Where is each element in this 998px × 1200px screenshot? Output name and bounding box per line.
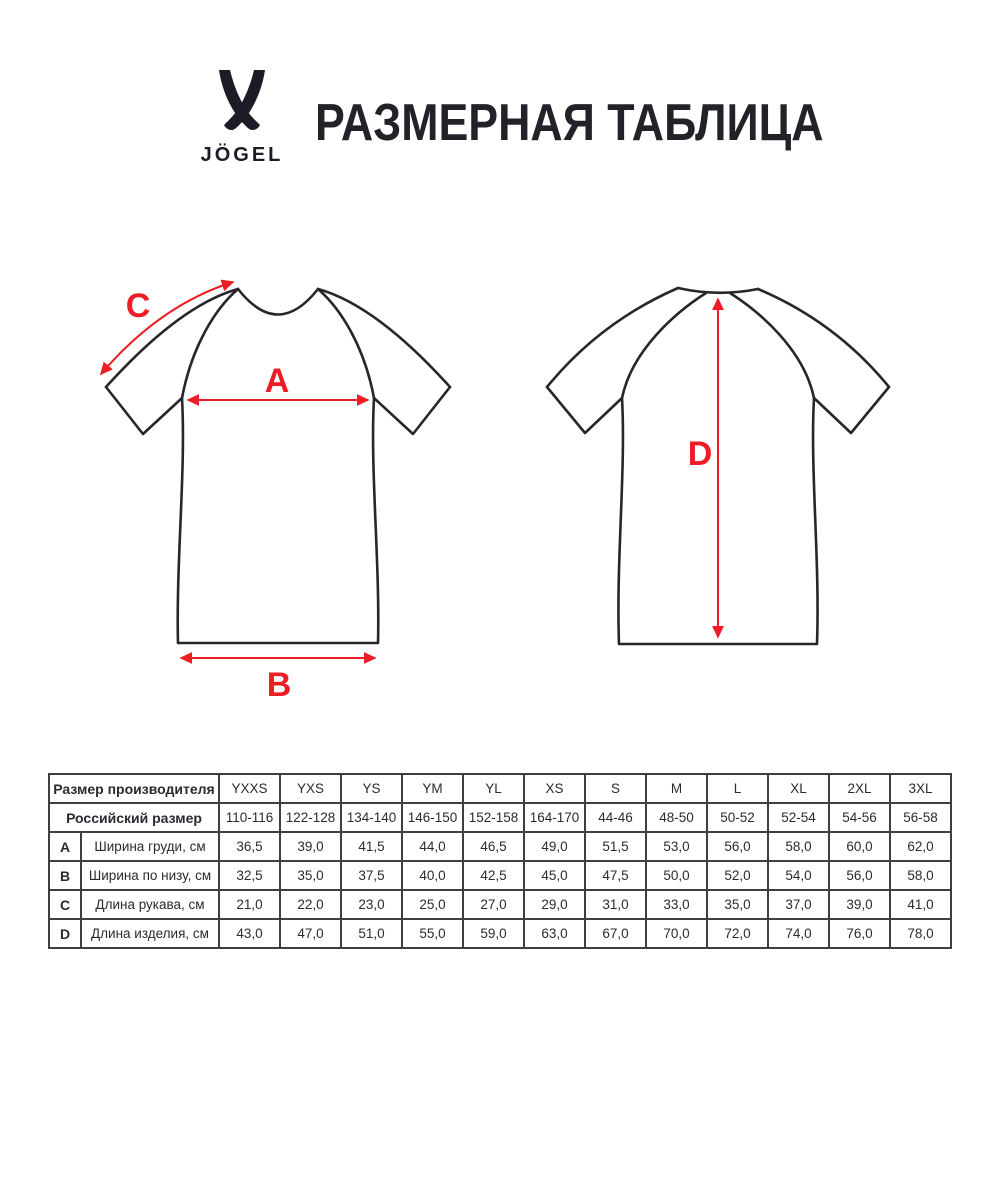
measure-value-cell: 47,5	[585, 861, 646, 890]
measure-row-a	[49, 832, 951, 861]
measure-value-cell: 70,0	[646, 919, 707, 948]
measure-letter-cell: A	[49, 832, 81, 861]
measure-value-cell: 39,0	[280, 832, 341, 861]
size-col-header: YXS	[280, 774, 341, 803]
measure-value-cell: 46,5	[463, 832, 524, 861]
measure-row-d	[49, 919, 951, 948]
measure-letter-cell: B	[49, 861, 81, 890]
measure-label-cell: Длина рукава, см	[81, 890, 219, 919]
page-title: РАЗМЕРНАЯ ТАБЛИЦА	[315, 94, 824, 152]
measure-value-cell: 43,0	[219, 919, 280, 948]
measure-value-cell: 60,0	[829, 832, 890, 861]
measure-value-cell: 29,0	[524, 890, 585, 919]
measure-value-cell: 25,0	[402, 890, 463, 919]
measure-value-cell: 58,0	[768, 832, 829, 861]
measure-value-cell: 41,5	[341, 832, 402, 861]
measure-label-d: D	[687, 435, 713, 473]
measure-value-cell: 32,5	[219, 861, 280, 890]
measure-value-cell: 40,0	[402, 861, 463, 890]
measure-value-cell: 33,0	[646, 890, 707, 919]
measure-value-cell: 37,5	[341, 861, 402, 890]
measure-value-cell: 52,0	[707, 861, 768, 890]
size-col-header: 2XL	[829, 774, 890, 803]
measure-label-b: B	[266, 666, 292, 704]
measure-value-cell: 55,0	[402, 919, 463, 948]
measure-value-cell: 54,0	[768, 861, 829, 890]
measure-value-cell: 41,0	[890, 890, 951, 919]
russian-size-cell: 134-140	[341, 803, 402, 832]
measure-value-cell: 35,0	[707, 890, 768, 919]
measure-value-cell: 63,0	[524, 919, 585, 948]
size-col-header: 3XL	[890, 774, 951, 803]
front-shirt-diagram	[106, 289, 450, 643]
measure-value-cell: 50,0	[646, 861, 707, 890]
measure-value-cell: 59,0	[463, 919, 524, 948]
measure-label-cell: Ширина по низу, см	[81, 861, 219, 890]
measure-value-cell: 78,0	[890, 919, 951, 948]
size-col-header: YL	[463, 774, 524, 803]
measure-value-cell: 45,0	[524, 861, 585, 890]
measure-value-cell: 76,0	[829, 919, 890, 948]
measure-value-cell: 31,0	[585, 890, 646, 919]
russian-size-cell: 56-58	[890, 803, 951, 832]
measure-label-c: C	[125, 287, 151, 325]
manufacturer-size-row	[49, 774, 951, 803]
measure-label-a: A	[264, 362, 290, 400]
size-table-body	[49, 774, 951, 948]
size-table-wrap	[48, 773, 952, 949]
measure-row-b	[49, 861, 951, 890]
measure-row-c	[49, 890, 951, 919]
measure-value-cell: 42,5	[463, 861, 524, 890]
measure-value-cell: 74,0	[768, 919, 829, 948]
measure-value-cell: 21,0	[219, 890, 280, 919]
measure-value-cell: 67,0	[585, 919, 646, 948]
size-col-header: M	[646, 774, 707, 803]
russian-size-row	[49, 803, 951, 832]
size-table	[48, 773, 952, 949]
measure-value-cell: 62,0	[890, 832, 951, 861]
measure-value-cell: 44,0	[402, 832, 463, 861]
brand-name: JÖGEL	[200, 144, 284, 166]
measure-letter-cell: C	[49, 890, 81, 919]
measure-value-cell: 35,0	[280, 861, 341, 890]
measure-value-cell: 72,0	[707, 919, 768, 948]
measure-value-cell: 23,0	[341, 890, 402, 919]
size-col-header: YXXS	[219, 774, 280, 803]
measure-value-cell: 37,0	[768, 890, 829, 919]
measure-value-cell: 51,5	[585, 832, 646, 861]
measure-letter-cell: D	[49, 919, 81, 948]
russian-size-cell: 54-56	[829, 803, 890, 832]
measure-value-cell: 47,0	[280, 919, 341, 948]
russian-size-cell: 44-46	[585, 803, 646, 832]
measure-value-cell: 58,0	[890, 861, 951, 890]
russian-size-cell: 152-158	[463, 803, 524, 832]
russian-size-cell: 110-116	[219, 803, 280, 832]
size-col-header: XS	[524, 774, 585, 803]
size-col-header: YS	[341, 774, 402, 803]
russian-size-cell: 164-170	[524, 803, 585, 832]
measure-value-cell: 39,0	[829, 890, 890, 919]
russian-size-cell: 50-52	[707, 803, 768, 832]
russian-size-label: Российский размер	[49, 803, 219, 832]
measure-value-cell: 36,5	[219, 832, 280, 861]
size-col-header: YM	[402, 774, 463, 803]
size-col-header: S	[585, 774, 646, 803]
measure-label-cell: Ширина груди, см	[81, 832, 219, 861]
measure-value-cell: 56,0	[829, 861, 890, 890]
size-col-header: L	[707, 774, 768, 803]
measure-value-cell: 56,0	[707, 832, 768, 861]
russian-size-cell: 52-54	[768, 803, 829, 832]
measure-label-cell: Длина изделия, см	[81, 919, 219, 948]
measure-value-cell: 53,0	[646, 832, 707, 861]
measure-value-cell: 49,0	[524, 832, 585, 861]
measure-value-cell: 27,0	[463, 890, 524, 919]
russian-size-cell: 146-150	[402, 803, 463, 832]
manufacturer-size-label: Размер производителя	[49, 774, 219, 803]
size-col-header: XL	[768, 774, 829, 803]
measure-value-cell: 22,0	[280, 890, 341, 919]
russian-size-cell: 48-50	[646, 803, 707, 832]
measure-value-cell: 51,0	[341, 919, 402, 948]
russian-size-cell: 122-128	[280, 803, 341, 832]
